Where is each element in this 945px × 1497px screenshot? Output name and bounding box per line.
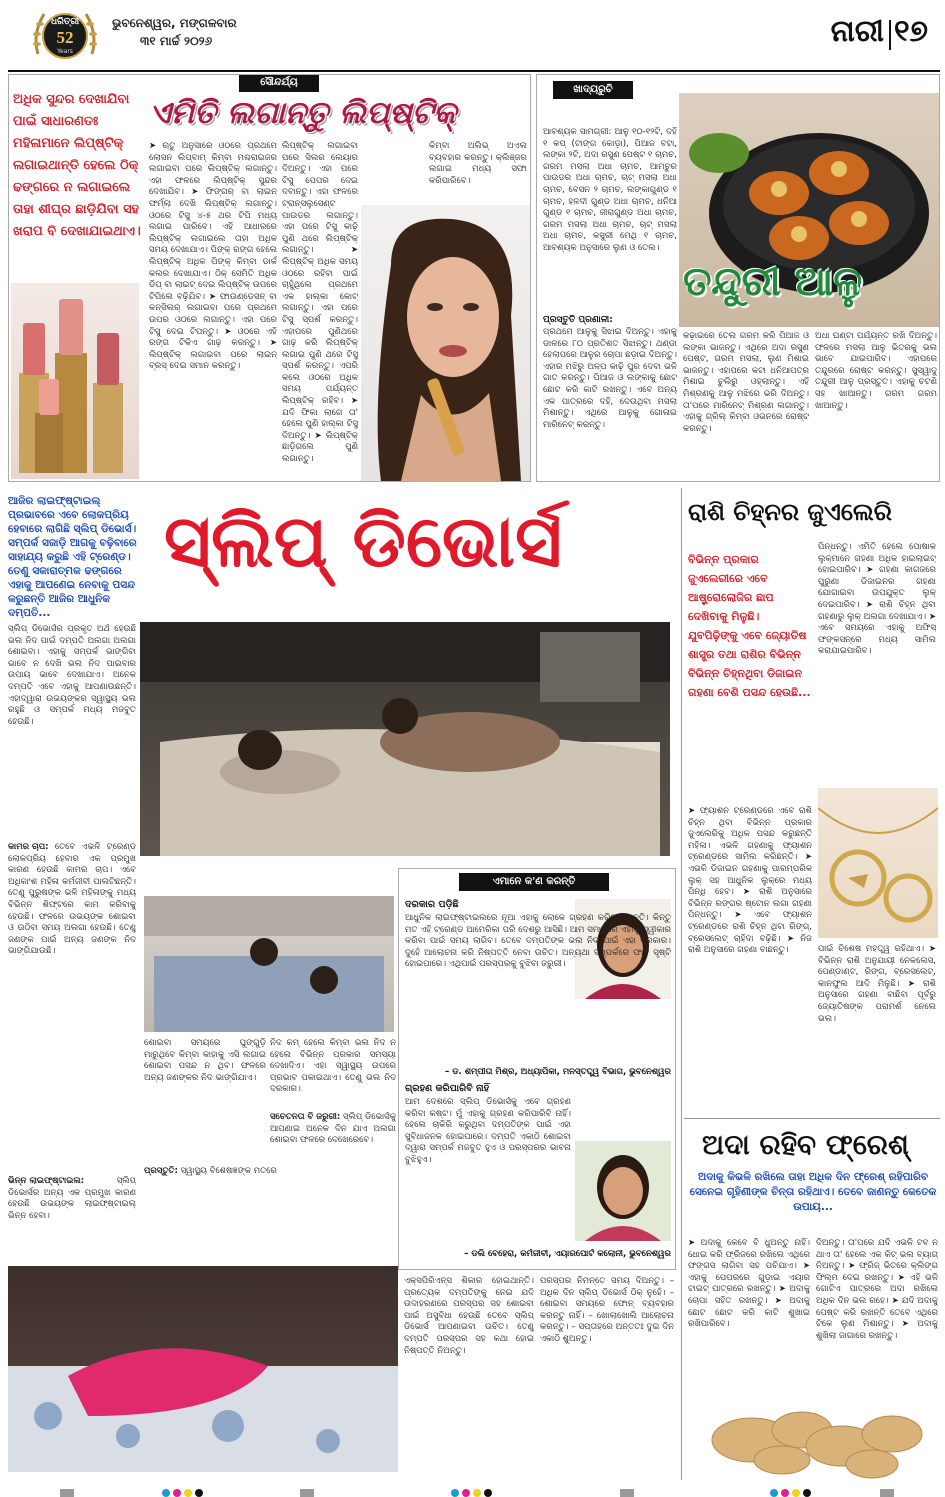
- recipe-tag: ଖାଦ୍ୟରୁଚି: [553, 81, 633, 99]
- sleep-sub2: [8, 1176, 136, 1266]
- lipstick-image: [11, 283, 139, 479]
- ginger-headline: ଅଦା ରହିବ ଫ୍ରେଶ୍: [702, 1128, 909, 1161]
- jewellery-body3: ପାଇଁ ଚିଶେଷ ମହତ୍ତ୍ୱ ରହିଥାଏ। ➤ ବିଭିନ୍ନ ରାଶି ଅନୁଯାୟୀ ନେକଲେସ, ପେଣ୍ଡାଣ୍ଟ, ରିଙ୍ଗ, ବ୍ରେସଲେଟ୍, କାନଫୁଲ ଆଦି ମିଳୁଛି। ➤ ରାଶି ଅନୁସାରେ ଗହଣା ବାଛିବା ପୂର୍ବରୁ ଜ୍ୟୋତିଷଙ୍କ ପରାମର୍ଶ ନେଲେ ଭଲ।: [818, 944, 936, 1024]
- sleep-sub4: [144, 1166, 396, 1190]
- dateline-city: ଭୁବନେଶ୍ୱର, ମଙ୍ଗଳବାର: [112, 16, 237, 30]
- sleep-body2: ତେବେ ଏଭଳି ଟ୍ରେଣ୍ଡ ଲୋକପ୍ରିୟ ହେବାର ଏକ ପ୍ରମୁଖ କାରଣ ହେଉଛି କାମର ଚାପ। ଏବେ ଅଧିକାଂଶ ମହିଳା କର୍ମଜୀବୀ ପାଲଟିଛନ୍ତି। ତେଣୁ ପୁରୁଷଙ୍କ ଭଳି ମହିଳାଙ୍କୁ ମଧ୍ୟ ବିଭିନ୍ନ ଶିଫ୍ଟରେ କାମ କରିବାକୁ ହେଉଛି। ଫଳରେ ଉଭୟଙ୍କ ଶୋଇବା ଓ ଉଠିବା ସମୟ ଅଲଗା ହେଉଛି। ତେଣୁ ଜଣଙ୍କ ପାଇଁ ଅନ୍ୟ ଜଣଙ୍କ ନିଦ ଭାଙ୍ଗିଯାଉଛି।: [8, 842, 136, 957]
- beauty-col3: କିମ୍ବା ଅଲିଭ୍ ଅଏଲ ବ୍ୟବହାର କରନ୍ତୁ। କ୍ଲିଞ୍ଜର ଲଗାଇ ମଧ୍ୟ ସଫା କରିପାରିବେ।: [429, 141, 527, 186]
- expert2-signature: – ଡଲି ବେହେରା, କର୍ମଜୀବୀ, ଏୟାରପୋର୍ଟ କଲୋନୀ, ଭୁବନେଶ୍ୱର: [464, 1249, 671, 1259]
- beauty-intro: ଅଧିକ ସୁନ୍ଦର ଦେଖାଯିବା ପାଇଁ ସାଧାରଣତଃ ମହିଳାମାନେ ଲିପ୍‌ଷ୍ଟିକ୍ ଲଗାଇଥାନ୍ତି ହେଲେ ଠିକ୍ ଢଙ୍ଗରେ ନ ଲଗାଇଲେ ତାହା ଶୀଘ୍ର ଛାଡ଼ିଯିବା ସହ ଖରାପ ବି ଦେଖାଯାଇଥାଏ।: [13, 92, 141, 239]
- sleep-sub4-label: ପ୍ରସ୍ତୁତି:: [144, 1166, 178, 1176]
- expert1-signature: – ଡ. ଶମ୍ପୀତା ମିଶ୍ର, ଅଧ୍ୟାପିକା, ମନସ୍ତତ୍ତ୍ୱ ବିଭାଗ, ଭୁବନେଶ୍ୱର: [445, 1067, 671, 1077]
- zodiac-jewellery-photo: [818, 788, 938, 938]
- column-divider: [681, 488, 682, 1480]
- recipe-method-title: ପ୍ରସ୍ତୁତି ପ୍ରଣାଳୀ:: [543, 315, 613, 325]
- masthead: [0, 0, 945, 72]
- sleep-sub3: [270, 1112, 396, 1158]
- logo-badge: [28, 4, 102, 68]
- ginger-body2: ଦିଅନ୍ତୁ। ତା'ପରେ ଯଦି ଏଭଳି ଟବ ନ ଥାଏ ତା' ହେଲେ ଏକ କିଟ୍ ଭଲ ବ୍ୟାଗ୍ ନିଅନ୍ତୁ। ➤ ଫ୍ରିଜ୍ ଭିତରେ କ୍ଲିଙ୍ଗ ଫିଲ୍ମ ଦେଇ ରଖନ୍ତୁ। ➤ ଏହି ଭଳି ଗୋଟିଏ ପାତ୍ରରେ ଅଦା ରଖିଲେ ଅଧିକ ଦିନ ଭଲ ରହେ। ➤ ଯଦି ଅଦାକୁ ପେଷ୍ଟ କରି ରଖନ୍ତି ତେବେ ଏଥିରେ ଟିକେ ଲୁଣ ମିଶାନ୍ତୁ। ➤ ଅଦାକୁ ଶୁଖିଲା ଜାଗାରେ ରଖନ୍ତୁ।: [816, 1238, 938, 1341]
- expert1-answer: ଆଧୁନିକ ଲାଇଫ୍‌ଷ୍ଟାଇଲରେ ନୂଆ ଏହାକୁ ଲୋକେ ଗ୍ରହଣ କରିନେଇଛନ୍ତି। କିନ୍ତୁ ମତ ଏହି ଟ୍ରେଣ୍ଡ ଆମେରିକା ପରି ଦେଶରୁ ଆସିଛି। ଆମ ସମାଜରେ ଏହାକୁ ସ୍ୱୀକାର କରିବା ପାଇଁ ସମୟ ଲାଗିବ। ତେବେ ଦମ୍ପତିଙ୍କ ଭଲ ନିଦ ପାଇଁ ଏହା ଦରକାର। ଦୁହେଁ ଆଲୋଚନା କରି ନିଷ୍ପତ୍ତି ନେବା ଉଚିତ। ଅନ୍ୟଥା ସମ୍ପର୍କରେ ଫାଟ ସୃଷ୍ଟି ହୋଇପାରେ। ଏଥିପାଇଁ ପରସ୍ପରକୁ ବୁଝିବା ଜରୁରୀ।: [405, 913, 671, 970]
- recipe-headline: ତନ୍ଦୁରୀ ଆଳୁ: [683, 259, 863, 305]
- expert1-question: ଦରକାର ପଡ଼ିଛି: [405, 899, 459, 910]
- sleep-sub1-label: କାମର ଚାପ:: [8, 842, 49, 852]
- couple-bed-photo: [140, 622, 670, 856]
- recipe-ingredients: ଆବଶ୍ୟକ ସାମଗ୍ରୀ: ଆଳୁ ୧୦-୧୨ଟି, ଦହି ୧ କପ୍ (ଟାଙ୍ଗ କୋଡ଼ା), ପିଆଜ ବଟା, ଲଙ୍କା ୨ଟି, ଅଦା ରସୁଣ ପେଷ୍ଟ ୧ ଚାମଚ, ଗରମ ମସଲା ଅଧା ଚାମଚ, ଆମଚୁର ପାଉଡର ଅଧା ଚାମଚ, ଚାଟ୍ ମସଲା ଅଧା ଚାମଚ, ବେସନ ୨ ଚାମଚ, ଲଙ୍କାଗୁଣ୍ଡ ୧ ଚାମଚ, ହଳଦୀ ଗୁଣ୍ଡ ଅଧା ଚାମଚ, ଧନିଆ ଗୁଣ୍ଡ ୧ ଚାମଚ, ଜୀରାଗୁଣ୍ଡ ଅଧା ଚାମଚ, ଗରମ ମସଲା ଅଧା ଚାମଚ, ଚାଟ୍ ମସଲା ଅଧା ଚାମଚ, କସୁରୀ ମେଥି ୧ ଚାମଚ, ଆବଶ୍ୟକ ଅନୁସାରେ ଲୁଣ ଓ ତେଲ।: [543, 127, 677, 253]
- logo-sub: Years: [57, 48, 73, 55]
- registration-dots-icon: [0, 1486, 945, 1497]
- sleep-body8: ଏକ୍ସପିରିଏନ୍ସ ଶିକାର ହୋଇଥାନ୍ତି। ପ୍ରତ୍ୟେକ ଦମ୍ପତିଙ୍କୁ ନେଇ ଯଦି ଉଦାହରଣରେ ପରସ୍ପର ସହ ଶୋଇବା ପାଇଁ ଅସୁବିଧା ହେଉଛି ତେବେ ସ୍ଲିପ୍ ଡିଭୋର୍ସ ଆପଣାଇବା ଉଚିତ। ତେଣୁ ଦମ୍ପତି ପରସ୍ପର ସହ କଥା ହୋଇ ନିଷ୍ପତ୍ତି ନିଅନ୍ତୁ।: [404, 1276, 534, 1356]
- masthead-rule: [8, 70, 940, 72]
- dateline-date: ୩୧ ମାର୍ଚ୍ଚ ୨୦୨୬: [140, 34, 213, 48]
- jewellery-rule: [684, 1118, 940, 1119]
- ginger-intro: ଅଦାକୁ କିଭଳି ରଖିଲେ ତାହା ଅଧିକ ଦିନ ଫ୍ରେଶ୍ ରହିପାରିବ ସେନେଇ ଗୃହିଣୀଙ୍କ ଚିନ୍ତା ରହିଥାଏ। ତେବେ ଜାଣନ୍ତୁ କେତେକ ଉପାୟ...: [689, 1171, 937, 1213]
- jewellery-article: [684, 488, 940, 1118]
- sleep-body6: ସ୍ଲିପ୍ ଡିଭୋର୍ସକୁ ଆପଣାଇ ଅନେକ ଦିନ ଯାଏ ଅଲଗା ଶୋଇବା ଫଳରେ ଦେଖେରେବେ।: [270, 1112, 396, 1146]
- jewellery-body1: ➤ ଫ୍ୟାଶନ ଟ୍ରେଣ୍ଡରେ ଏବେ ରାଶି ଚିହ୍ନ ଥିବା ବିଭିନ୍ନ ପ୍ରକାର ଜୁଏଲେରିକୁ ଅଧିକ ପସନ୍ଦ କରୁଛନ୍ତି ମହିଳା। ଏଭଳି ଗହଣାକୁ ଫ୍ୟାଶନ ଟ୍ରେଣ୍ଡରେ ସାମିଲ କରିଛନ୍ତି। ➤ ଏଭଳି ଡିଜାଇନ ଗହଣାକୁ ପାରମ୍ପରିକ ଲୁକ୍ ସହ ଆଧୁନିକ ଲୁକ୍‌ରେ ମଧ୍ୟ ପିନ୍ଧି ହେବ। ➤ ରାଶି ଅନୁସାରେ ବିଭିନ୍ନ ରଙ୍ଗର ଷ୍ଟୋନ ଲଗା ଗହଣା ପିନ୍ଧନ୍ତୁ। ➤ ଏବେ ଫ୍ୟାଶନ ଟ୍ରେଣ୍ଡରେ ରାଶି ଚିହ୍ନ ଥିବା ରିଙ୍ଗ୍, ବ୍ରେସଲେଟ୍ ଚାହିଦା ବଢ଼ିଛି। ➤ ନିଜ ରାଶି ଅନୁସାରେ ଗହଣା ବାଛନ୍ତୁ।: [688, 806, 812, 956]
- jewellery-intro: ବିଭିନ୍ନ ପ୍ରକାର ଜୁଏଲେରୀରେ ଏବେ ଆଷ୍ଟ୍ରୋଲୋଜିର ଛାପ ଦେଖିବାକୁ ମିଳୁଛି। ଯୁବପିଢ଼ିଙ୍କୁ ଏବେ ଜ୍ୟୋତିଷ ଶାସ୍ତ୍ର ତଥା ରାଶିର ବିଭିନ୍ନ ବିଭିନ୍ନ ଚିହ୍ନଥିବା ଡିଜାଇନ ଗହଣା ବେଶି ପସନ୍ଦ ହେଉଛି...: [688, 553, 811, 699]
- experts-box: [398, 868, 676, 1270]
- jewellery-body2: ପିନ୍ଧନ୍ତୁ। ଏମିତି ହେଲେ ପୋଷାକ ଲୁକ୍‌ମାନେ ଗହଣା ଅଧିକ ହାଇଲାଇଟ୍ ହୋଇପାରିବ। ➤ ଗହଣା କାଗଜରେ ପୁରୁଣା ଡିଜାଇନର ଗହଣା ଯୋଗାଇବା ଉପଯୁକ୍ତ ଲୁକ୍ ଦେଇପାରିବ। ➤ ରାଶି ଚିହ୍ନ ଥିବା ଗହଣାରୁ ଲୁକ୍ ଅଲଗା ଦେଖାଯାଏ। ➤ ଏବେ ସମୟରେ ଏହାକୁ ଅଫିସ୍ ଫଙ୍କସନ୍‌ରେ ମଧ୍ୟ ସାମିଲ କରାଯାଇପାରିବ।: [818, 542, 936, 657]
- model-photo: [361, 205, 531, 481]
- registration-marks-footer: [0, 1484, 945, 1497]
- sleep-body5: ନିଦ କମ୍ ହେଲେ କିମ୍ବା ଭଲ ନିଦ ନ ହେଲେ ବିଭିନ୍ନ ପ୍ରକାର ସମସ୍ୟା ଦେଖାଦିଏ। ଏହା ସ୍ୱାସ୍ଥ୍ୟ ଉପରେ ପ୍ରଭାବ ପକାଇଥାଏ। ତେଣୁ ଭଲ ନିଦ ଦରକାର।: [270, 1038, 396, 1095]
- jewellery-headline: ରାଶି ଚିହ୍ନର ଜୁଏଲେରି: [688, 498, 892, 526]
- expert2-question: ଗ୍ରହଣ କରିପାରିବି ନାହିଁ: [405, 1083, 490, 1094]
- logo-word: ଧରିତ୍ରୀ: [50, 17, 80, 27]
- beauty-col1: ➤ ଋତୁ ଅନୁସାରେ ଓଠରେ ପ୍ରଥମେ ଲୋସନ ଲିପ୍‌ବାମ୍ କିମ୍ବା ମଶ୍ଚରାଇଜର ଲଗାଇବା ପରେ ଲିପ୍‌ଷ୍ଟିକ୍ ଲଗାନ୍ତୁ। ଏହା ଫଳରେ ଲିପ୍‌ଷ୍ଟିକ୍ ସୁନ୍ଦର ଦେଖାଯିବ। ➤ ଫିଙ୍ଗର୍ ବା ଲାଇନ୍ ଫର୍ମ୍ଲା ଦେଖି ଲିପ୍‌ଷ୍ଟିକ୍ ଲଗାନ୍ତୁ। ଓଠରେ ଟିସୁ ୪-୫ ଥର ଟିପି ମଧ୍ୟ ଲଗାଇ ପାରିବେ। ଏହି ଆଧାରରେ ଲିପ୍‌ଷ୍ଟିକ୍ ଲଗାଇଲେ ତାହା ଅଧିକ ସମୟ ଦେଖାଯାଏ। ପିଙ୍କ୍ ରଙ୍ଗ ହେଲେ ଲିପ୍‌ଷ୍ଟିକ୍ ଅଧିକ ପିଙ୍କ୍ କିମ୍ବା ଡାର୍କ କଲର ଦେଖାଯାଏ। ଠିକ୍ ସେମିତି ଅଧିକ ଡିପ୍ ବା ଲାଇଟ୍ ଦେଇ ଲିପ୍‌ଷ୍ଟିକ୍ ଉପରେ ଟିପିଲେ ବଢ଼ିଯିବ। ➤ ଫାଉଣ୍ଡେସନ୍ ବା କନ୍‌ସିଲର୍ ଲଗାଇବା ପରେ ପ୍ରଥମେ ଉପର ଓଠରେ ଲଗାନ୍ତୁ। ଏହା ପରେ ଟିସୁ ଦେଇ ଟିପନ୍ତୁ। ➤ ଓଠରେ ଏହି ରଙ୍ଗ ଟିକିଏ ଗାଢ଼ କରନ୍ତୁ। ➤ ଲିପ୍‌ଷ୍ଟିକ୍ ଲଗାଇବା ପରେ ଲାଇନ୍ ବ୍ରସ୍ ଦେଇ ସମାନ କରନ୍ତୁ।: [149, 141, 277, 372]
- recipe-method3: ଅଧା ଘଣ୍ଟା ପର୍ଯ୍ୟନ୍ତ ରଖି ଦିଅନ୍ତୁ। ଫଳରେ ମସଲା ଆଳୁ ଭିତରକୁ ଭଲ ଭାବେ ଯାଇପାରିବ। ଏହାପରେ ତନ୍ଦୁରରେ ରୋଷ୍ଟ କରନ୍ତୁ। ସୁସ୍ୱାଦୁ ତନ୍ଦୁରୀ ଆଳୁ ପ୍ରସ୍ତୁତ। ଏହାକୁ ଚଟଣି ସହ ଖାଆନ୍ତୁ। ଗରମ ଗରମ ଖାଆନ୍ତୁ।: [815, 331, 937, 411]
- ginger-article: [684, 1122, 940, 1486]
- beauty-tag: ସୌନ୍ଦର୍ଯ୍ୟ: [239, 74, 319, 92]
- expert2-answer: ଆମ ଦେଶରେ ସ୍ଲିପ୍ ଡିଭୋର୍ସକୁ ଏବେ ଗ୍ରହଣ କରିବା କଷ୍ଟ। ମୁଁ ଏହାକୁ ଗ୍ରହଣ କରିପାରିବି ନାହିଁ। ହେଲେ ଚାକିରି କରୁଥିବା ଦମ୍ପତିଙ୍କ ପାଇଁ ଏହା ସୁବିଧାଜନକ ହୋଇପାରେ। ଦମ୍ପତି ଏକାଠି ଶୋଇବା ଦ୍ୱାରା ସମ୍ପର୍କ ମଜବୁତ ହୁଏ ଓ ପରସ୍ପରର ଭାବନା ବୁଝିହୁଏ।: [405, 1097, 571, 1165]
- expert2-photo: [575, 1141, 671, 1241]
- beauty-headline: ଏମିତି ଲଗାନ୍ତୁ ଲିପ୍‌ଷ୍ଟିକ୍‌: [149, 95, 457, 131]
- sleep-body9: ପରସ୍ପର ନିମନ୍ତେ ସମୟ ଦିଅନ୍ତୁ। – ଅଧିକ ଦିନ ସ୍ଲିପ୍ ଡିଭୋର୍ସ ଠିକ୍ ନୁହେଁ। – ଶୋଇବା ସମୟରେ ଫୋନ୍ ବ୍ୟବହାର କରନ୍ତୁ ନାହିଁ। – ଖୋଲାଖୋଲି ଆଲୋଚନା କରନ୍ତୁ। – ସପ୍ତାହରେ ଅନ୍ତତଃ ଦୁଇ ଦିନ ଏକାଠି ଶୁଅନ୍ତୁ।: [540, 1276, 674, 1344]
- woman-blanket-photo: [8, 1266, 398, 1472]
- sleep-intro: ଆଜିର ଲାଇଫ୍‌ଷ୍ଟାଇଲ୍ ପ୍ରଭାବରେ ଏବେ ଲୋକପ୍ରିୟ ହେବାରେ ଲାଗିଛି ସ୍ଲିପ୍ ଡିଭୋର୍ସ। ସମ୍ପର୍କ ସଜାଡ଼ି ଆଗକୁ ବଢ଼ିବାରେ ସାହାଯ୍ୟ କରୁଛି ଏହି ଟ୍ରେଣ୍ଡ। ତେଣୁ ସକାରାତ୍ମକ ଢଙ୍ଗରେ ଏହାକୁ ଆପଣେଇ ନେବାକୁ ପସନ୍ଦ କରୁଛନ୍ତି ଆଜିର ଆଧୁନିକ ଦମ୍ପତି...: [8, 495, 137, 618]
- sleep-body4: ସ୍ଲିପ୍ ଡିଭୋର୍ସର ଅନ୍ୟ ଏକ ପ୍ରମୁଖ କାରଣ ହେଉଛି ଉଭୟଙ୍କ ଲାଇଫ୍‌ଷ୍ଟାଇଲ୍ ଭିନ୍ନ ହେବା।: [8, 1176, 136, 1221]
- recipe-article: [536, 74, 940, 482]
- sleep-body1: ସ୍ଲିପ୍ ଡିଭୋର୍ସର ପ୍ରକୃତ ଅର୍ଥ ହେଉଛି ଭଲ ନିଦ ପାଇଁ ଦମ୍ପତି ଅଲଗା ଅଲଗା ଶୋଇବା। ଏହାକୁ ସମ୍ପର୍କ ଭାଙ୍ଗିବା ଭାବେ ନ ଦେଖି ଭଲ ନିଦ ପାଇବାର ଉପାୟ ଭାବେ ଦେଖାଯାଏ। ଅନେକ ଦମ୍ପତି ଏବେ ଏହାକୁ ଆପଣାଉଛନ୍ତି। ଏହାଦ୍ୱାରା ଉଭୟଙ୍କର ସ୍ୱାସ୍ଥ୍ୟ ଭଲ ରହୁଛି ଓ ସମ୍ପର୍କ ମଧ୍ୟ ମଜବୁତ ହେଉଛି।: [8, 624, 136, 727]
- ginger-body1: ➤ ଅଦାକୁ କେବେ ବି ଧୁଅନ୍ତୁ ନାହିଁ। ଧୋଇ କରି ଫ୍ରିଜରେ ରଖିଲେ ଏଥିରେ ଫଙ୍ଗସ ଲାଗିବା ସହ ପଚିଯାଏ। ➤ ଏହାକୁ ପେପରରେ ଗୁଡ଼ାଇ ଏୟାର ଟାଇଟ୍ ପାତ୍ରରେ ରଖନ୍ତୁ। ➤ ଅଦାକୁ ଚୋପା ସହିତ ରଖନ୍ତୁ। ➤ ଅଦାକୁ ଛୋଟ ଛୋଟ କରି କାଟି ଶୁଖାଇ ରଖିପାରିବେ।: [688, 1238, 810, 1330]
- beauty-article: [8, 74, 531, 482]
- sleep-body3: ଶୋଇବା ସମୟରେ ଘୁଙ୍ଗୁଡ଼ି ମାରୁଥିବେ କିମ୍ବା କାହାକୁ ଏସି ଲଗାଇ ଶୋଇବା ପସନ୍ଦ ନ ଥିବ। ଫଳରେ ଅନ୍ୟ ଜଣଙ୍କର ନିଦ ଭାଙ୍ଗିଯାଏ।: [144, 1038, 266, 1083]
- logo-years: 52: [56, 28, 74, 47]
- sleep-sub3-label: ସଚେତନତା ବି ଜରୁରୀ:: [270, 1112, 341, 1122]
- couple-back-photo: [144, 896, 394, 1032]
- experts-tag: ଏମାନେ କ'ଣ କରନ୍ତି: [459, 873, 609, 891]
- sleep-body7: ସ୍ୱାସ୍ଥ୍ୟ ବିଶେଷଜ୍ଞଙ୍କ ମତରେ: [180, 1166, 277, 1176]
- ginger-photo: [692, 1390, 938, 1486]
- sleep-headline: ସ୍ଲିପ୍ ଡିଭୋର୍ସ: [164, 499, 562, 583]
- section-divider: [889, 20, 891, 50]
- page-number: ୧୭: [894, 14, 928, 49]
- recipe-method2: କଢ଼ାଇରେ ତେଲ ଗରମ କରି ପିଆଜ ଓ ଲଙ୍କା ଭାଜନ୍ତୁ। ଏଥିରେ ଅଦା ରସୁଣ ପେଷ୍ଟ, ଗରମ ମସଲା, ଲୁଣ ମିଶାଇ ଭାଜନ୍ତୁ। ଏହାପରେ କଟା ଧନିଆପତ୍ର ମିଶାଇ ଚୁଲିରୁ ଓହ୍ଲାନ୍ତୁ। ଏହି ମିଶ୍ରଣକୁ ଆଳୁ ମଝିରେ ଭରି ଦିଅନ୍ତୁ। ତା'ପରେ ମାରିନେଟ୍ ମିଶ୍ରଣ ଲଗାନ୍ତୁ। ଏହାକୁ ଗ୍ରିଲ୍ କିମ୍ବା ଓଭନରେ ରୋଷ୍ଟ କରନ୍ତୁ।: [683, 331, 809, 434]
- sleep-sub2-label: ଭିନ୍ନ ଲାଇଫ୍‌ଷ୍ଟାଇଲ:: [8, 1176, 85, 1186]
- sleep-sub1: [8, 842, 136, 1172]
- recipe-method1: ପ୍ରଥମେ ଆଳୁକୁ ସିଝାଇ ଦିଅନ୍ତୁ। ଏହାକୁ ଡାଳରେ ୮୦ ପ୍ରତିଶତ ସିଝାନ୍ତୁ। ଥଣ୍ଡା ହେଲାପରେ ଆଳୁର ଚୋପା ଛଡ଼ାଇ ଦିଅନ୍ତୁ। ଏହାର ମଝିରୁ ଅଳ୍ପ କାଢ଼ି ପୁର ଦେବା ଭଳି ଗାତ କରନ୍ତୁ। ପିଆଜ ଓ ଲଙ୍କାକୁ ଛୋଟ ଛୋଟ କରି କାଟି ରଖନ୍ତୁ। ଏବେ ଅନ୍ୟ ଏକ ପାତ୍ରରେ ଦହି, ଦେଉଥିବା ମସଲା ମିଶାନ୍ତୁ। ଏଥିରେ ଆଳୁକୁ ଗୋଳାଇ ମାରିନେଟ୍ କରନ୍ତୁ।: [543, 327, 677, 430]
- beauty-col2: ଲିପ୍‌ଷ୍ଟିକ୍ ଲଗାଇବା ପରେ ସିଲର ଲେୟାର ଦିଅନ୍ତୁ। ଏହା ପରେ ଟିସୁ ପେପର ଦେଇ ଦବାନ୍ତୁ। ଏହା ଫଳରେ ଟ୍ରାନ୍ସଲୁସେଣ୍ଟ ପାଉଡର ଲଗାନ୍ତୁ। ଏହା ପରେ ଟିସୁ କାଢ଼ି ପୁଣି ଥରେ ଲିପ୍‌ଷ୍ଟିକ୍ ଲଗାନ୍ତୁ। ➤ ଲିପ୍‌ଷ୍ଟିକ୍ ଅଧିକ ସମୟ ଓଠରେ ରହିବା ପାଇଁ ଚାହୁଁଥିଲେ ପ୍ରଥମେ ଏକ ହାଲ୍‌କା କୋଟ୍ ଲଗାନ୍ତୁ। ଏହା ପରେ ଟିସୁ ସ୍ପର୍ଶ କରନ୍ତୁ। ଏହାପରେ ପୁଣିଥରେ ଗାଢ଼ କରି ଲିପ୍‌ଷ୍ଟିକ୍ ଲଗାଇ ପୁଣି ଥରେ ଟିସୁ ସ୍ପର୍ଶ କରନ୍ତୁ। ଏପରି କଲେ ଓଠରେ ଅଧିକ ସମୟ ପର୍ଯ୍ୟନ୍ତ ଲିପ୍‌ଷ୍ଟିକ୍ ରହିବ। ➤ ଯଦି ଫିକା ଲାଗେ ତା' ହେଲେ ପୁଣି ହାଲ୍‌କା ଟିସୁ ଦିଅନ୍ତୁ। ➤ ଲିପ୍‌ଷ୍ଟିକ୍ ଛାଡ଼ିଗଲେ ପୁଣି ଲଗାନ୍ତୁ।: [282, 141, 358, 465]
- section-title: ନାରୀ: [830, 14, 884, 49]
